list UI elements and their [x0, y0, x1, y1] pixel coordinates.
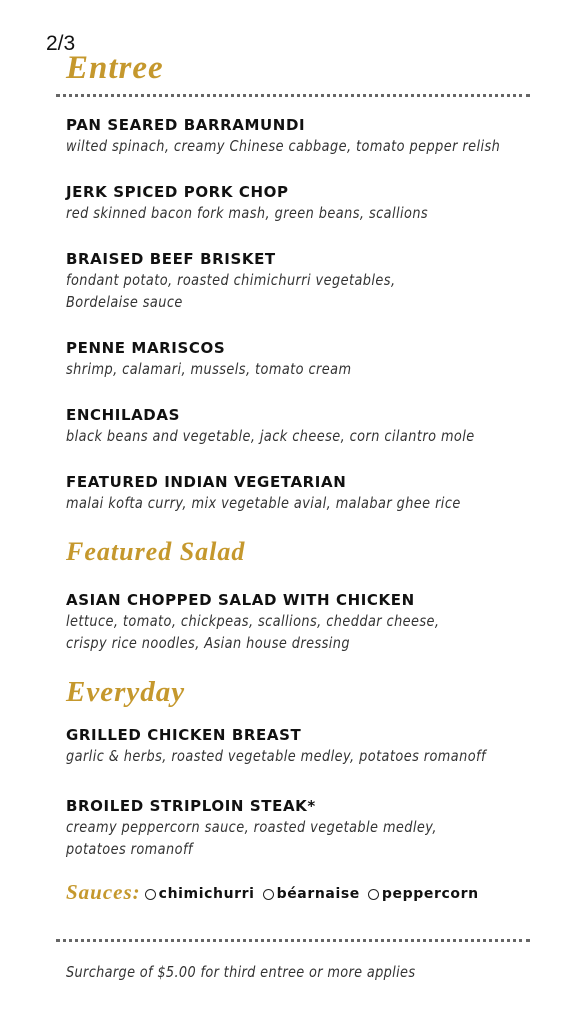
item-name: BRAISED BEEF BRISKET: [66, 250, 276, 268]
item-description: malai kofta curry, mix vegetable avial, malabar ghee rice: [66, 494, 461, 512]
menu-item: [66, 405, 571, 447]
menu-item: [66, 115, 571, 157]
item-description: Bordelaise sauce: [66, 293, 183, 311]
dotted-divider: [56, 939, 530, 942]
sauce-option-chimichurri[interactable]: [145, 886, 255, 902]
menu-item: [66, 590, 571, 654]
dotted-divider: [56, 94, 530, 97]
menu-item: [66, 338, 571, 380]
item-description: red skinned bacon fork mash, green beans, scallions: [66, 204, 429, 222]
item-name: PENNE MARISCOS: [66, 339, 226, 357]
item-description: fondant potato, roasted chimichurri vegetables,: [66, 271, 396, 289]
item-name: PAN SEARED BARRAMUNDI: [66, 116, 306, 134]
item-description: lettuce, tomato, chickpeas, scallions, cheddar cheese,: [66, 612, 440, 630]
radio-circle-icon[interactable]: [263, 889, 274, 900]
item-description: creamy peppercorn sauce, roasted vegetable medley,: [66, 818, 437, 836]
menu-item: [66, 796, 571, 860]
item-name: FEATURED INDIAN VEGETARIAN: [66, 473, 347, 491]
menu-item: [66, 182, 571, 224]
item-description: garlic & herbs, roasted vegetable medley, potatoes romanoff: [66, 747, 487, 765]
sauce-label: béarnaise: [276, 885, 360, 902]
sauces-label: Sauces:: [66, 880, 141, 904]
page-indicator: 2/3: [46, 32, 76, 55]
everyday-heading: Everyday: [66, 676, 186, 708]
item-description: wilted spinach, creamy Chinese cabbage, tomato pepper relish: [66, 137, 501, 155]
sauce-label: chimichurri: [158, 885, 255, 902]
radio-circle-icon[interactable]: [145, 889, 156, 900]
item-name: JERK SPICED PORK CHOP: [66, 183, 289, 201]
item-description: crispy rice noodles, Asian house dressing: [66, 634, 351, 652]
menu-item: [66, 472, 571, 514]
item-name: ENCHILADAS: [66, 406, 180, 424]
item-name: BROILED STRIPLOIN STEAK*: [66, 797, 316, 815]
sauce-option-bearnaise[interactable]: [263, 886, 360, 902]
sauce-label: peppercorn: [381, 885, 479, 902]
sauces-row: [66, 880, 487, 905]
item-name: GRILLED CHICKEN BREAST: [66, 726, 302, 744]
featured-salad-heading: Featured Salad: [66, 537, 246, 566]
surcharge-note: Surcharge of $5.00 for third entree or more applies: [66, 963, 416, 981]
sauce-option-peppercorn[interactable]: [368, 886, 479, 902]
radio-circle-icon[interactable]: [368, 889, 379, 900]
entree-heading: Entree: [66, 50, 164, 86]
item-description: potatoes romanoff: [66, 840, 193, 858]
item-description: shrimp, calamari, mussels, tomato cream: [66, 360, 352, 378]
item-description: black beans and vegetable, jack cheese, corn cilantro mole: [66, 427, 475, 445]
menu-item: [66, 725, 571, 767]
item-name: ASIAN CHOPPED SALAD WITH CHICKEN: [66, 591, 415, 609]
menu-item: [66, 249, 571, 313]
